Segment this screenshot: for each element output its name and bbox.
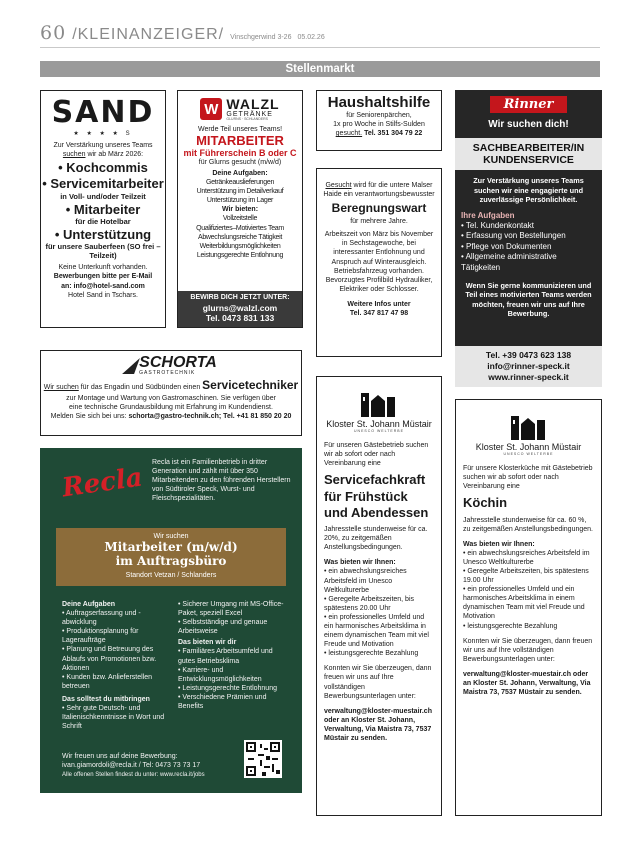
section-banner: Stellenmarkt — [40, 61, 600, 77]
recla-offer: • Leistungsgerechte Entlohnung — [178, 684, 288, 693]
rinner-title1: SACHBEARBEITER/IN — [472, 142, 585, 154]
walzl-sub2: GLURNS · SCHLANDERS — [226, 117, 269, 121]
walzl-tagline: Werde Teil unseres Teams! — [197, 125, 283, 133]
recla-location: Standort Vetzan / Schlanders — [125, 571, 217, 579]
publication-date: 05.02.26 — [297, 34, 325, 41]
walzl-task: Unterstützung im Lager — [206, 197, 274, 205]
beregnung-intro: wird für die untere Malser Haide ein verantwortungsbewusster — [323, 182, 435, 199]
kloster2-contact[interactable]: verwaltung@kloster-muestair.ch oder an Kloster St. Johann, Verwaltung, Via Maistra 73, 7537 Müstair zu senden. — [463, 670, 591, 697]
recla-contact3[interactable]: Alle offenen Stellen findest du unter: www.recla.it/jobs — [62, 772, 205, 779]
sand-note: Keine Unterkunft vorhanden. — [58, 264, 148, 272]
page-header — [40, 22, 600, 48]
kloster2-hours: Jahresstelle stundenweise für ca. 60 %, zu zeitgemäßen Anstellungsbedingungen. — [463, 516, 593, 533]
schorta-logo-text: SCHORTA — [139, 354, 217, 371]
kloster1-offer-head: Was bieten wir Ihnen: — [324, 559, 396, 567]
recla-task: • Auftragserfassung und -abwicklung — [62, 609, 172, 627]
sand-jobs — [41, 161, 165, 260]
walzl-sub: GETRÄNKE — [226, 111, 273, 118]
recla-req-head: Das solltest du mitbringen — [62, 695, 150, 703]
recla-tasks-head: Deine Aufgaben — [62, 601, 116, 608]
rinner-tagline: Wir suchen dich! — [488, 119, 569, 130]
walzl-title: MITARBEITER — [196, 132, 284, 148]
ad-kloster-service — [316, 376, 442, 816]
recla-offer: • Verschiedene Prämien und Benefits — [178, 693, 288, 711]
walzl-tasks-head: Deine Aufgaben: — [212, 169, 268, 177]
section-title: /KLEINANZEIGER/ — [72, 26, 225, 43]
recla-skill: • Selbstständige und genaue Arbeitsweise — [178, 618, 288, 636]
kloster2-offer: • Geregelte Arbeitszeiten, bis spätestens 19.00 Uhr — [463, 567, 594, 585]
recla-offer: • Karriere- und Entwicklungsmöglichkeiten — [178, 666, 288, 684]
sand-email[interactable]: an: info@hotel-sand.com — [61, 282, 145, 290]
walzl-logo-icon: W — [200, 98, 222, 120]
kloster2-closing: Konnten wir Sie überzeugen, dann freuen wir uns auf Ihre vollständigen Bewerbungsunterlagen unter: — [463, 637, 593, 663]
kloster1-offer: • Geregelte Arbeitszeiten, bis spätestens 20.00 Uhr — [324, 595, 434, 613]
schorta-wir-suchen: Wir suchen — [43, 384, 79, 391]
recla-offer: • Familiäres Arbeitsumfeld und gutes Betriebsklima — [178, 647, 288, 665]
beregnung-tel[interactable]: Tel. 347 817 47 98 — [349, 310, 409, 318]
kloster-church-icon — [509, 410, 549, 440]
rinner-tel[interactable]: Tel. +39 0473 623 138 — [485, 349, 572, 360]
schorta-contact-pre: Melden Sie sich bei uns: — [50, 412, 127, 420]
recla-job-banner — [56, 528, 286, 586]
rinner-logo: Rinner — [490, 96, 568, 113]
recla-logo: Recla — [60, 462, 145, 504]
recla-about: Recla ist ein Familienbetrieb in dritter Generation und zählt mit über 350 Mitarbeitenden zu den führenden Herstellern von Südtiroler Speck, Wurst- und Fleischspezialitäten. — [152, 459, 291, 503]
walzl-place: für Glurns gesucht (m/w/d) — [198, 158, 282, 166]
kloster2-offer: • ein abwechslungsreiches Arbeitsfeld im Unesco Weltkulturerbe — [463, 549, 594, 567]
rinner-contact — [455, 346, 602, 387]
kloster2-name: Kloster St. Johann Müstair — [475, 442, 582, 452]
haushalt-line2: 1x pro Woche in Stilfs-Sulden — [333, 121, 425, 129]
kloster1-contact[interactable]: verwaltung@kloster-muestair.ch oder an Kloster St. Johann, Verwaltung, Via Maistra 73, 7537 Müstair zu senden. — [324, 707, 432, 742]
rinner-web[interactable]: www.rinner-speck.it — [488, 371, 569, 382]
beregnung-title: Beregnungswart — [331, 201, 427, 216]
walzl-offer: Qualifiziertes–Motiviertes Team — [196, 224, 284, 232]
sand-job: • Kochcommis — [58, 160, 148, 176]
kloster1-offer: • ein abwechslungsreiches Arbeitsfeld im Unesco Weltkulturerbe — [324, 567, 434, 594]
page-number: 60 — [40, 22, 67, 44]
kloster1-offer: • ein professionelles Umfeld und ein harmonisches Arbeitsklima in einem dynamischen Team mit viel Freude und Motivation — [324, 613, 434, 649]
ad-walzl — [177, 90, 303, 328]
walzl-tel[interactable]: Tel. 0473 831 133 — [205, 313, 275, 324]
recla-search: Wir suchen — [153, 533, 189, 540]
kloster1-hours: Jahresstelle stundenweise für ca. 20%, zu zeitgemäßen Anstellungsbedingungen. — [324, 526, 428, 552]
kloster-church-icon — [359, 387, 399, 417]
haushalt-line1: für Seniorenpärchen, — [346, 112, 412, 119]
kloster1-title: Servicefachkraft für Frühstück und Abendessen — [324, 472, 429, 520]
haushalt-title: Haushaltshilfe — [327, 94, 431, 111]
recla-qr-code[interactable] — [244, 740, 282, 778]
recla-offer-head: Das bieten wir dir — [178, 639, 237, 647]
recla-title2: im Auftragsbüro — [115, 553, 227, 568]
kloster2-offer: • leistungsgerechte Bezahlung — [463, 622, 594, 631]
recla-task: • Kunden bzw. Anlieferstellen betreuen — [62, 673, 172, 691]
schorta-intro: für das Engadin und Südbünden einen — [80, 384, 201, 391]
kloster2-offer: • ein professionelles Umfeld und ein harmonisches Arbeitsklima in einem dynamischen Team mit viel Freude und Motivation — [463, 585, 594, 621]
kloster1-intro: Für unseren Gästebetrieb suchen wir ab sofort oder nach Vereinbarung eine — [324, 442, 429, 468]
recla-col-left — [62, 600, 172, 731]
sand-job: • Mitarbeiter — [65, 201, 141, 217]
rinner-email[interactable]: info@rinner-speck.it — [487, 360, 570, 371]
walzl-offer: Abwechslungsreiche Tätigkeit — [197, 233, 283, 241]
rinner-title2: KUNDENSERVICE — [483, 154, 574, 167]
recla-contact1: Wir freuen uns auf deine Bewerbung: — [62, 753, 178, 760]
kloster2-intro: Für unsere Klosterküche mit Gästebetrieb suchen wir ab sofort oder nach Vereinbarung eine — [463, 465, 593, 491]
ad-beregnungswart — [316, 168, 442, 357]
walzl-email[interactable]: glurns@walzl.com — [202, 302, 278, 313]
ad-rinner-speck — [455, 90, 602, 387]
recla-req: • Sehr gute Deutsch- und Italienischkenntnisse in Wort und Schrift — [62, 704, 172, 731]
sand-job-detail: in Voll- und/oder Teilzeit — [60, 191, 146, 201]
sand-stars: ★ ★ ★ ★ S — [73, 131, 133, 137]
walzl-offer-head: Wir bieten: — [221, 206, 259, 214]
ad-haushaltshilfe — [316, 90, 442, 151]
walzl-offer: Weiterbildungsmöglichkeiten — [199, 242, 281, 250]
rinner-tasks — [455, 209, 602, 275]
kloster1-offer: • leistungsgerechte Bezahlung — [324, 649, 434, 658]
walzl-offer: Leistungsgerechte Entlohnung — [196, 251, 284, 259]
walzl-name: WALZL — [226, 96, 280, 112]
qr-code-icon — [244, 740, 282, 778]
schorta-logo — [41, 355, 301, 376]
ad-kloster-koechin — [455, 399, 602, 816]
kloster1-closing: Konnten wir Sie überzeugen, dann freuen wir uns auf Ihre vollständigen Bewerbungsunterlagen unter: — [324, 665, 432, 700]
sand-intro-end: wir ab März 2026: — [87, 151, 144, 159]
schorta-logo-icon — [122, 358, 140, 374]
recla-title1: Mitarbeiter (m/w/d) — [104, 540, 238, 555]
sand-intro: Zur Verstärkung unseres Teams — [53, 142, 153, 149]
sand-apply: Bewerbungen bitte per E-Mail — [53, 273, 153, 281]
sand-job-detail: für unsere Sauberfeen (SO frei – Teilzeit) — [45, 242, 161, 261]
walzl-title2: mit Führerschein B oder C — [183, 147, 297, 158]
kloster1-name: Kloster St. Johann Müstair — [326, 419, 432, 429]
beregnung-info: Weitere Infos unter — [347, 300, 411, 308]
ad-hotel-sand — [40, 90, 166, 328]
recla-contact2[interactable]: ivan.giamordoli@recla.it / Tel: 0473 73 73 17 — [62, 762, 201, 770]
rinner-tasks-head: Ihre Aufgaben — [461, 210, 515, 220]
beregnung-gesucht: Gesucht — [325, 182, 352, 189]
schorta-logo-sub: GASTROTECHNIK — [139, 370, 196, 376]
publication-name: Vinschgerwind 3-26 — [230, 34, 292, 41]
schorta-contact[interactable]: schorta@gastro-technik.ch; Tel. +41 81 850 20 20 — [128, 412, 292, 420]
rinner-job-title — [455, 138, 602, 170]
sand-footer: Hotel Sand in Tschars. — [68, 291, 138, 299]
recla-col-right — [178, 600, 288, 711]
ad-recla — [40, 448, 302, 793]
kloster2-unesco: UNESCO WELTERBE — [503, 452, 554, 456]
kloster1-unesco: UNESCO WELTERBE — [354, 429, 404, 433]
schorta-body: zur Montage und Wartung von Gastromaschinen. Sie verfügen über eine technische Grundausbildung mit Erfahrung im Kundendienst. — [66, 394, 276, 411]
rinner-intro: Zur Verstärkung unseres Teams suchen wir eine engagierte und zuverlässige Persönlichkeit. — [473, 176, 584, 205]
walzl-cta-bar — [178, 291, 302, 327]
walzl-offers — [178, 214, 302, 259]
beregnung-body: Arbeitszeit von März bis November in Sechstagewoche, bei interessanter Entlohnung und Anspruch auf Winterausgleich. Betriebsfahrzeug vorhanden. Bevorzugtes Profilbild Hydrauliker, Elektriker oder Schlosser. — [324, 231, 434, 293]
recla-task: • Planung und Betreuung des Ablaufs von Promotionen bzw. Aktionen — [62, 645, 172, 672]
rinner-task: • Allgemeine administrative Tätigkeiten — [461, 252, 596, 273]
walzl-offer: Vollzeitstelle — [222, 215, 258, 223]
recla-skill: • Sicherer Umgang mit MS-Office-Paket, speziell Excel — [178, 600, 288, 618]
kloster2-offer-head: Was bieten wir Ihnen: — [463, 540, 535, 548]
recla-task: • Produktionsplanung für Lageraufträge — [62, 627, 172, 645]
walzl-cta: BEWIRB DICH JETZT UNTER: — [190, 294, 290, 301]
haushalt-gesucht: gesucht. — [335, 130, 363, 138]
rinner-closing: Wenn Sie gerne kommunizieren und Teil eines motivierten Teams werden möchten, freuen wir uns auf Ihre Bewerbung. — [465, 280, 592, 319]
walzl-task: Getränkeauslieferungen — [205, 179, 275, 187]
beregnung-sub: für mehrere Jahre. — [350, 218, 408, 226]
kloster2-title: Köchin — [463, 495, 508, 511]
sand-job: • Unterstützung — [54, 227, 152, 243]
sand-job-detail: für die Hotelbar — [75, 217, 131, 227]
rinner-task: • Tel. Kundenkontakt — [461, 221, 596, 231]
sand-job: • Servicemitarbeiter — [42, 176, 164, 192]
walzl-task: Unterstützung im Detailverkauf — [196, 188, 284, 196]
kloster2-offers — [463, 549, 594, 631]
sand-logo: SAND — [51, 95, 155, 130]
schorta-title: Servicetechniker — [202, 378, 299, 392]
recla-contact — [62, 752, 262, 780]
walzl-tasks — [178, 178, 302, 205]
ad-schorta — [40, 350, 302, 436]
rinner-task: • Erfassung von Bestellungen — [461, 231, 596, 241]
sand-intro-suchen: suchen — [62, 151, 86, 159]
kloster1-offers — [324, 567, 434, 658]
rinner-task: • Pflege von Dokumenten — [461, 242, 596, 252]
walzl-logo — [178, 97, 302, 122]
haushalt-tel[interactable]: Tel. 351 304 79 22 — [364, 130, 423, 138]
